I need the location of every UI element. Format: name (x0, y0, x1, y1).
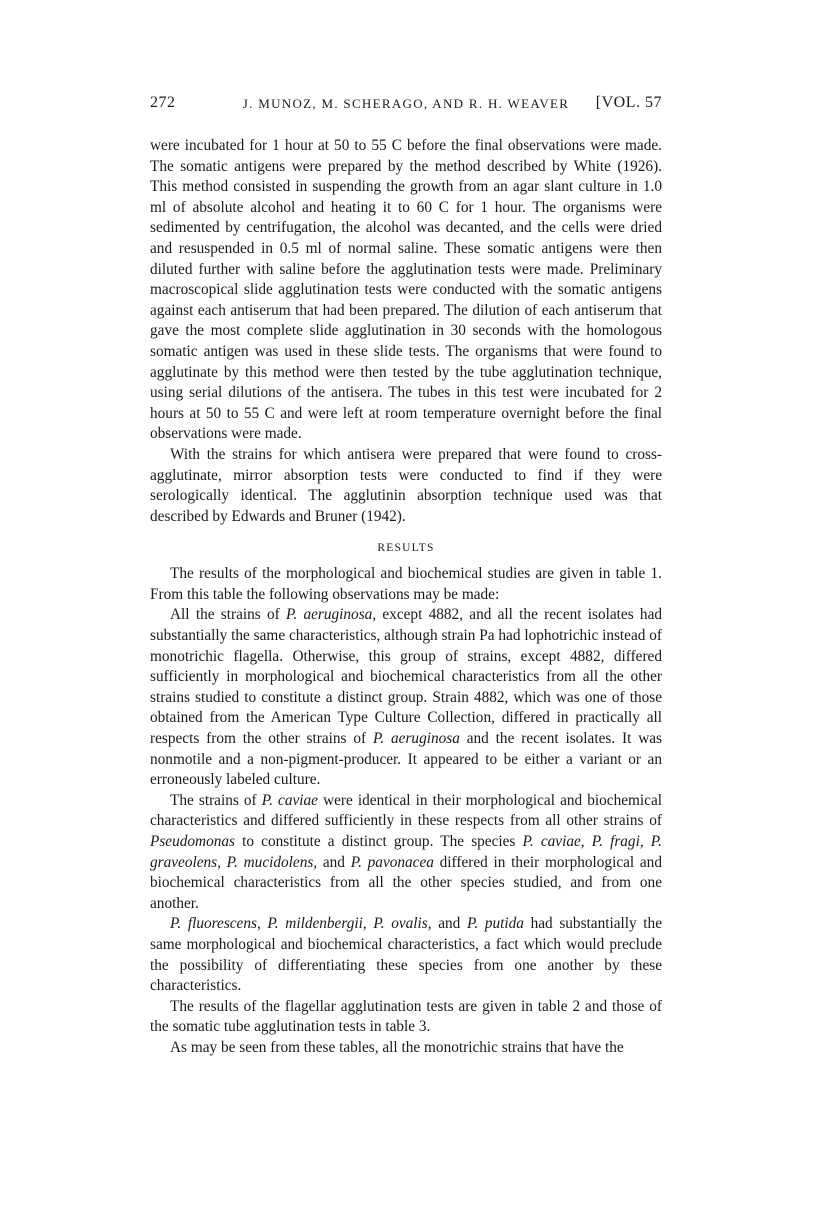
paragraph-methods-continued (150, 136, 662, 445)
paragraph-absorption-tests (150, 445, 662, 527)
text-run: were identical in their morphological and biochemical characteristics and differed sufficiently in these respects from all other strains of (150, 791, 663, 830)
paragraph-results-intro (150, 564, 662, 605)
italic-taxon: Pseudomonas (150, 833, 235, 850)
text-run: , except 4882, and all the recent isolates had substantially the same characteristics, although strain Pa had lophotrichic instead of monotrichic flagella. Otherwise, this group of strains, except 4882, differed sufficiently in morphological and biochemical characteristics from all the other strains studied to constitute a distinct group. Strain 4882, which was one of those obtained from the American Type Culture Collection, differed in practically all respects from the other strains of (150, 606, 663, 748)
text-run: As may be seen from these tables, all the monotrichic strains that have the (170, 1038, 624, 1056)
text-run: to constitute a distinct group. The species (234, 833, 523, 850)
text-run: and (317, 853, 351, 871)
section-heading-results: RESULTS (377, 542, 435, 555)
italic-taxon: P. pavonacea (350, 853, 434, 871)
text-run: The strains of (170, 791, 262, 809)
text-run: All the strains of (170, 606, 286, 624)
text-run: had substantially the same morphological and biochemical characteristics, a fact which would preclude the possibility of differentiating these species from one another by these characteristics. (150, 915, 662, 995)
page-header (150, 94, 662, 116)
paragraph-fluorescens (150, 914, 662, 996)
italic-taxon: P. aeruginosa (372, 730, 460, 748)
text-run: differed in their morphological and biochemical characteristics from all the other species studied, and from one another. (150, 853, 662, 912)
text-run: The results of the morphological and biochemical studies are given in table 1. From this table the following observations may be made: (150, 565, 662, 603)
italic-taxon: P. putida (466, 915, 524, 933)
article-body (150, 136, 662, 1059)
paragraph-aeruginosa (150, 605, 662, 790)
text-run: were incubated for 1 hour at 50 to 55 C before the final observations were made. The somatic antigens were prepared by the method described by White (1926). This method consisted in suspending the growth from an agar slant culture in 1.0 ml of absolute alcohol and heating it to 60 C for 1 hour. The organisms were sedimented by centrifugation, the alcohol was decanted, and the cells were dried and resuspended in 0.5 ml of normal saline. These somatic antigens were then diluted further with saline before the agglutination tests were made. Preliminary macroscopical slide agglutination tests were conducted with the somatic antigens against each antiserum that had been prepared. The dilution of each antiserum that gave the most complete slide agglutination in 30 seconds with the homologous somatic antigen was used in these slide tests. The organisms that were found to agglutinate by this method were then tested by the tube agglutination technique, using serial dilutions of the antisera. The tubes in this test were incubated for 2 hours at 50 to 55 C and were left at room temperature overnight before the final observations were made. (150, 137, 662, 443)
text-run: The results of the flagellar agglutination tests are given in table 2 and those of the somatic tube agglutination tests in table 3. (150, 997, 662, 1036)
text-run: and the recent isolates. It was nonmotile and a non-pigment-producer. It appeared to be either a variant or an erroneously labeled culture. (150, 730, 663, 789)
text-run: With the strains for which antisera were prepared that were found to cross-agglutinate, mirror absorption tests were conducted to find if they were serologically identical. The agglutinin absorption technique used was that described by Edwards and Bruner (1942). (150, 445, 662, 525)
text-run: and (431, 915, 467, 933)
paragraph-monotrichic (150, 1038, 662, 1059)
italic-taxon: P. caviae, P. fragi, P. graveolens, P. mucidolens, (150, 833, 662, 871)
italic-taxon: P. aeruginosa (286, 606, 373, 624)
paragraph-caviae (150, 791, 662, 915)
running-head: J. MUNOZ, M. SCHERAGO, AND R. H. WEAVER (242, 96, 570, 111)
volume-label: [VOL. 57 (595, 94, 662, 111)
paragraph-agglutination-tables (150, 997, 662, 1038)
italic-taxon: P. caviae (261, 791, 318, 809)
page-number: 272 (150, 94, 176, 111)
italic-taxon: P. fluorescens, P. mildenbergii, P. ovalis, (170, 915, 432, 933)
